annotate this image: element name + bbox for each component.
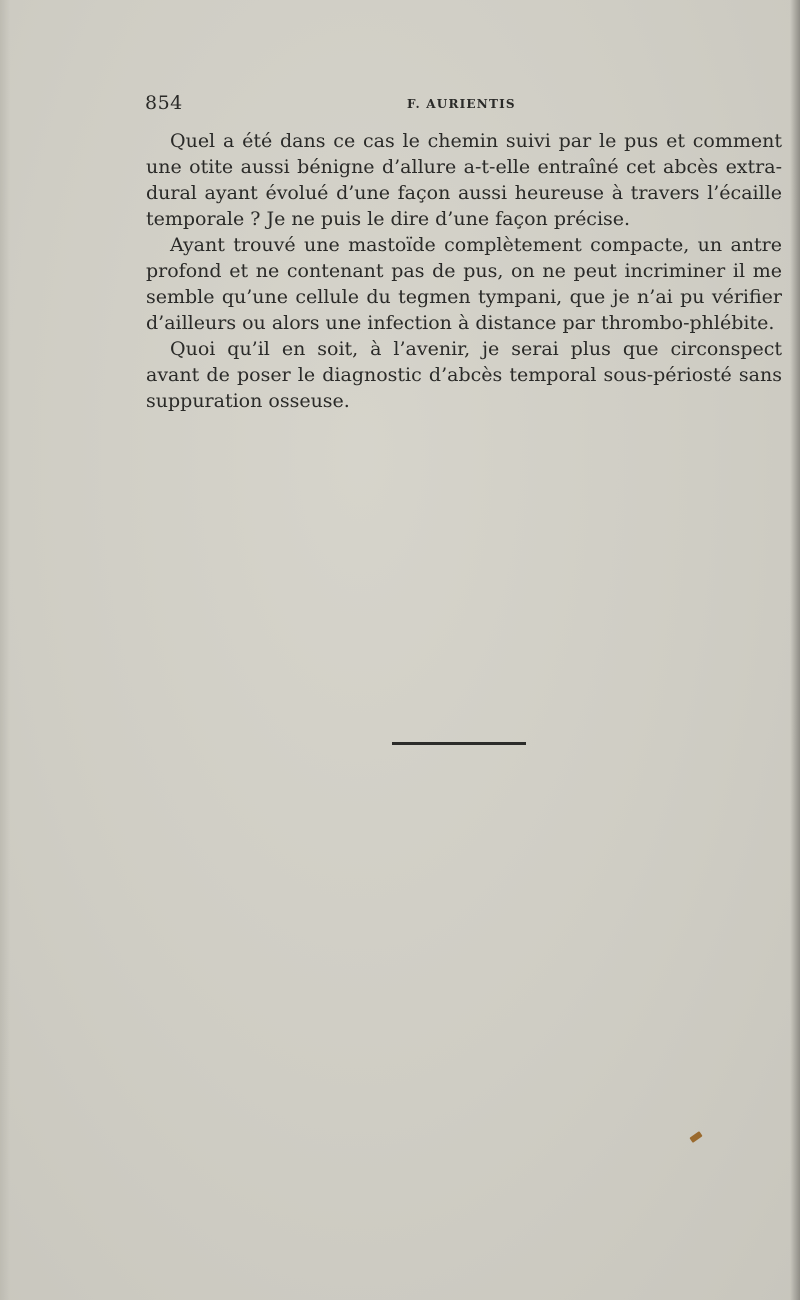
running-head <box>145 92 785 118</box>
page-right-edge-shadow <box>790 0 800 1300</box>
paragraph-2: Ayant trouvé une mastoïde complètement compacte, un antre profond et ne contenant pas de pus, on ne peut incriminer il me semble qu’une cellule du tegmen tympani, que je n’ai pu vérifier d’ailleurs ou alors une infection à distance par thrombo-phlébite. <box>146 234 782 334</box>
paragraph-3: Quoi qu’il en soit, à l’avenir, je serai plus que circonspect avant de poser le diagnostic d’abcès temporal sous-périosté sans suppuration osseuse. <box>146 338 782 412</box>
end-of-section-rule <box>392 742 526 745</box>
running-title: F. AURIENTIS <box>407 97 516 111</box>
ink-speck <box>689 1131 702 1143</box>
page-number: 854 <box>145 92 183 114</box>
body-text <box>146 128 782 414</box>
paragraph-1: Quel a été dans ce cas le chemin suivi par le pus et comment une otite aussi bénigne d’allure a-t-elle entraîné cet abcès extradural ayant évolué d’une façon aussi heureuse à travers l’écaille temporale ? Je ne puis le dire d’une façon précise. <box>146 130 782 230</box>
page-left-edge-shadow <box>0 0 10 1300</box>
